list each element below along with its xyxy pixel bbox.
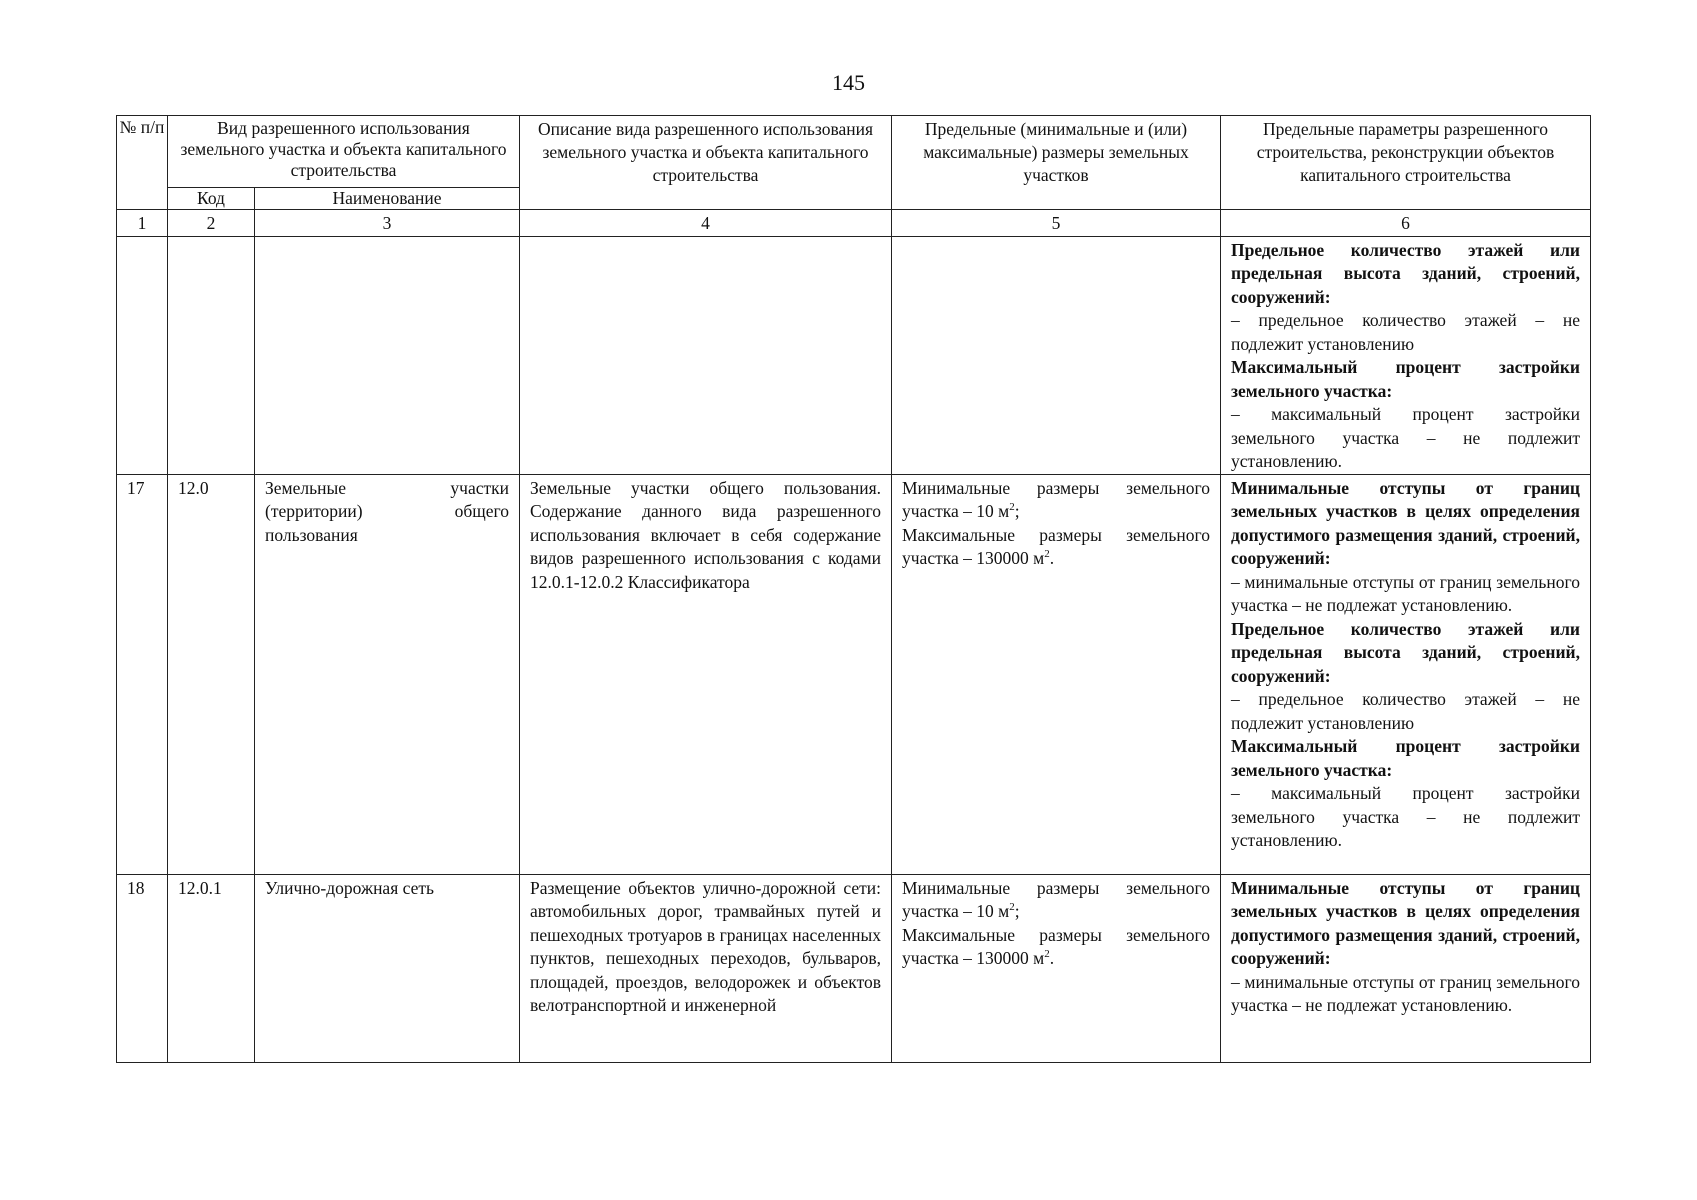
param-heading: Минимальные отступы от границ земельных участков в целях определения допустимого размещения зданий, строений, сооружений: [1231, 877, 1580, 968]
row-params [1221, 236, 1591, 474]
row-description [520, 236, 892, 474]
param-heading: Предельное количество этажей или предельная высота зданий, строений, сооружений: [1231, 618, 1580, 686]
min-size: Минимальные размеры земельного участка – 10 $м^2$; [902, 477, 1210, 521]
row-num: 17 [117, 474, 168, 874]
row-params [1221, 474, 1591, 874]
row-sizes [892, 874, 1221, 1062]
column-number: 6 [1221, 210, 1591, 237]
column-number: 4 [520, 210, 892, 237]
column-number: 2 [168, 210, 255, 237]
max-size: Максимальные размеры земельного участка – 130000 $м^2$. [902, 524, 1210, 568]
row-num: 18 [117, 874, 168, 1062]
param-heading: Минимальные отступы от границ земельных участков в целях определения допустимого размещения зданий, строений, сооружений: [1231, 477, 1580, 568]
page-number: 145 [832, 70, 865, 95]
header-code: Код [168, 188, 255, 210]
table-row [117, 474, 1591, 874]
header-params: Предельные параметры разрешенного строительства, реконструкции объектов капитального строительства [1221, 116, 1591, 210]
param-value: – максимальный процент застройки земельного участка – не подлежит установлению. [1231, 404, 1580, 471]
row-name: Земельные участки (территории) общего пользования [255, 474, 520, 874]
column-number: 3 [255, 210, 520, 237]
row-description: Размещение объектов улично-дорожной сети: автомобильных дорог, трамвайных путей и пешеходных тротуаров в границах населенных пунктов, пешеходных переходов, бульваров, площадей, проездов, велодорожек и объектов велотранспортной и инженерной [520, 874, 892, 1062]
row-code: 12.0.1 [168, 874, 255, 1062]
table-row [117, 236, 1591, 474]
param-value: – предельное количество этажей – не подлежит установлению [1231, 310, 1580, 354]
row-code [168, 236, 255, 474]
param-heading: Максимальный процент застройки земельного участка: [1231, 357, 1580, 401]
param-value: – предельное количество этажей – не подлежит установлению [1231, 689, 1580, 733]
header-sizes: Предельные (минимальные и (или) максимальные) размеры земельных участков [892, 116, 1221, 210]
param-value: – максимальный процент застройки земельного участка – не подлежит установлению. [1231, 783, 1580, 850]
param-heading: Максимальный процент застройки земельного участка: [1231, 736, 1580, 780]
row-code: 12.0 [168, 474, 255, 874]
header-num: № п/п [117, 116, 168, 210]
max-size: Максимальные размеры земельного участка – 130000 $м^2$. [902, 924, 1210, 968]
param-value: – минимальные отступы от границ земельного участка – не подлежат установлению. [1231, 971, 1580, 1015]
header-name: Наименование [255, 188, 520, 210]
table-row [117, 874, 1591, 1062]
column-number: 1 [117, 210, 168, 237]
param-value: – минимальные отступы от границ земельного участка – не подлежат установлению. [1231, 571, 1580, 615]
row-sizes [892, 236, 1221, 474]
zoning-table [116, 115, 1591, 1063]
header-description: Описание вида разрешенного использования земельного участка и объекта капитального строительства [520, 116, 892, 210]
column-number-row [117, 210, 1591, 237]
row-params [1221, 874, 1591, 1062]
min-size: Минимальные размеры земельного участка – 10 $м^2$; [902, 877, 1210, 921]
header-use-type: Вид разрешенного использования земельного участка и объекта капитального строительства [168, 116, 520, 188]
row-num [117, 236, 168, 474]
row-description: Земельные участки общего пользования. Содержание данного вида разрешенного использования включает в себя содержание видов разрешенного использования с кодами 12.0.1-12.0.2 Классификатора [520, 474, 892, 874]
row-name: Улично-дорожная сеть [255, 874, 520, 1062]
column-number: 5 [892, 210, 1221, 237]
row-name [255, 236, 520, 474]
param-heading: Предельное количество этажей или предельная высота зданий, строений, сооружений: [1231, 239, 1580, 307]
row-sizes [892, 474, 1221, 874]
